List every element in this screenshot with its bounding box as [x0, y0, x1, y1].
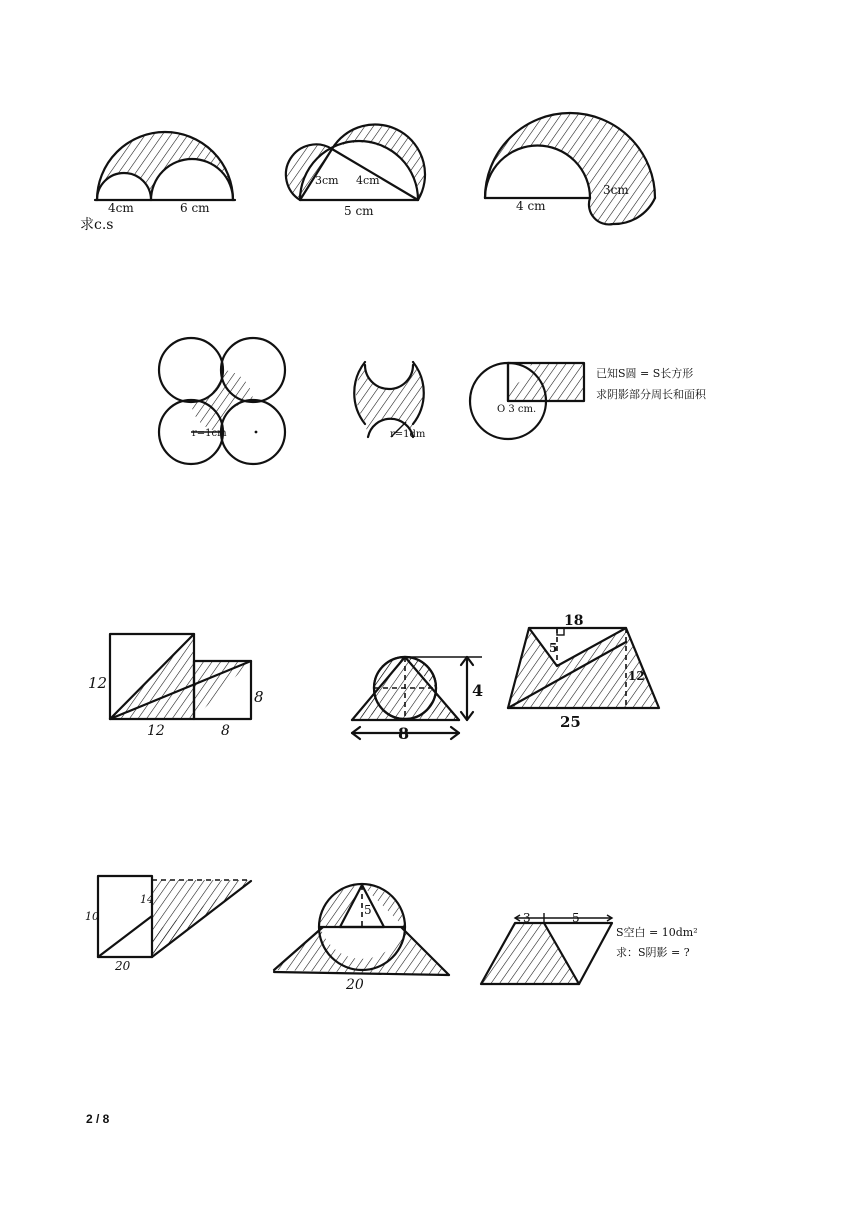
figure-12-parallelogram — [481, 911, 698, 984]
figure-7-two-squares — [88, 634, 264, 739]
figure-3-semicircle-region — [485, 113, 655, 224]
fig12-label-3: 3 — [523, 911, 531, 925]
figure-10-rectangle-parallelogram — [85, 876, 251, 973]
figure-11-circle-trapezoid — [274, 884, 449, 993]
fig7-label-left: 12 — [88, 674, 108, 692]
fig8-label-base: 8 — [398, 724, 410, 743]
fig7-label-right: 8 — [254, 688, 264, 706]
fig11-label-base: 20 — [346, 977, 364, 993]
fig11-label-inner: 5 — [364, 903, 372, 917]
fig1-label-4cm: 4cm — [108, 201, 134, 215]
figure-4-four-circles — [159, 338, 285, 464]
fig6-label-radius: O 3 cm. — [497, 404, 537, 415]
figure-9-trapezoid — [508, 613, 659, 731]
fig5-label-radius: r=1dm — [390, 429, 426, 440]
fig8-label-height: 4 — [472, 681, 484, 700]
fig12-label-5: 5 — [572, 911, 580, 925]
fig10-label-bottom: 20 — [115, 959, 131, 973]
fig1-label-6cm: 6 cm — [180, 201, 210, 215]
figure-1-semicircles — [80, 132, 235, 233]
figure-8-circle-triangle — [352, 657, 483, 743]
fig2-label-5cm: 5 cm — [344, 204, 374, 218]
figure-6-circle-rectangle — [470, 363, 707, 439]
fig9-label-top: 18 — [564, 613, 584, 629]
fig6-note-line2: 求阴影部分周长和面积 — [596, 388, 706, 401]
fig7-label-bottom-a: 12 — [147, 723, 165, 739]
fig12-note-line2: 求：S阴影 = ? — [616, 946, 690, 959]
figure-5-notched-shape — [354, 360, 426, 440]
fig7-label-bottom-b: 8 — [221, 723, 230, 739]
fig10-label-left: 10 — [85, 910, 99, 923]
fig4-label-radius: r=1cm — [192, 428, 227, 439]
fig2-label-3cm: 3cm — [315, 174, 339, 187]
fig9-label-height: 12 — [628, 669, 645, 683]
fig9-label-bottom: 25 — [560, 713, 581, 731]
fig3-label-3cm: 3cm — [603, 183, 629, 197]
figure-2-triangle-semicircles — [286, 124, 425, 218]
page-number: 2 / 8 — [86, 1112, 110, 1126]
fig10-label-mid: 14 — [140, 893, 154, 906]
fig3-label-4cm: 4 cm — [516, 199, 546, 213]
fig1-question: 求c.s — [80, 217, 114, 233]
fig2-label-4cm: 4cm — [356, 174, 380, 187]
fig12-note-line1: S空白 = 10dm² — [616, 926, 698, 939]
fig6-note-line1: 已知S圆 = S长方形 — [596, 367, 694, 380]
fig9-label-inner: 5 — [549, 641, 558, 655]
